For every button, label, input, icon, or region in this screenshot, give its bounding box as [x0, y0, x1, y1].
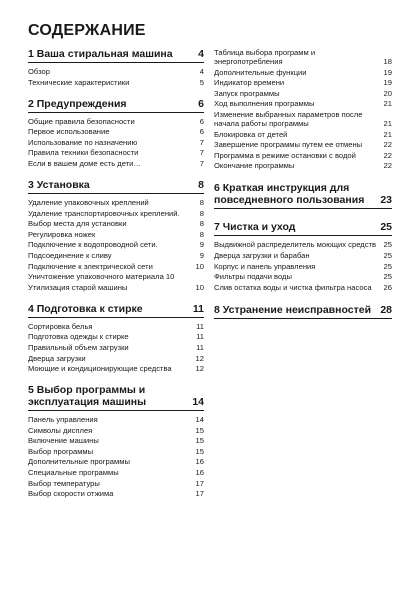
- section-page-number: 28: [380, 303, 392, 316]
- page-title: СОДЕРЖАНИЕ: [28, 22, 146, 39]
- section-heading[interactable]: [214, 304, 392, 319]
- entry-title: Ход выполнения программы: [214, 99, 315, 109]
- toc-section: [28, 384, 204, 498]
- entry-title: Общие правила безопасности: [28, 116, 135, 126]
- entry-page-number: 6: [199, 127, 204, 137]
- toc-section: [28, 98, 204, 168]
- entry-title: Дверца загрузки и барабан: [214, 250, 310, 260]
- toc-entry[interactable]: [28, 364, 204, 373]
- toc-entry[interactable]: [214, 140, 392, 149]
- entry-title: Удаление упаковочных креплений: [28, 197, 149, 207]
- toc-entry[interactable]: [214, 99, 392, 108]
- toc-entry[interactable]: [214, 110, 392, 128]
- toc-entry[interactable]: [28, 322, 204, 331]
- entry-page-number: 9: [199, 240, 204, 250]
- entry-page-number: 15: [195, 436, 204, 446]
- toc-entry[interactable]: [28, 67, 204, 76]
- entry-page-number: 7: [199, 148, 204, 158]
- entry-page-number: 8: [199, 219, 204, 229]
- entry-page-number: 11: [196, 332, 204, 342]
- section-heading[interactable]: [28, 384, 204, 411]
- toc-entry[interactable]: [214, 161, 392, 170]
- section-title: 1 Ваша стиральная машина: [28, 48, 173, 60]
- section-heading[interactable]: [214, 221, 392, 236]
- toc-entry[interactable]: [214, 130, 392, 139]
- toc-entry[interactable]: [28, 148, 204, 157]
- toc-entry[interactable]: [28, 447, 204, 456]
- toc-entry[interactable]: [214, 78, 392, 87]
- entry-title: Правильный объем загрузки: [28, 342, 129, 352]
- toc-entry[interactable]: [28, 489, 204, 498]
- toc-entry[interactable]: [214, 151, 392, 160]
- toc-entry[interactable]: [28, 343, 204, 352]
- toc-right-column: [214, 48, 392, 331]
- entry-page-number: 16: [195, 468, 204, 478]
- entry-page-number: 9: [199, 250, 204, 260]
- toc-entry[interactable]: [28, 283, 204, 292]
- toc-section: [214, 182, 392, 209]
- section-page-number: 25: [380, 221, 392, 234]
- entry-title: Окончание программы: [214, 161, 295, 171]
- entry-page-number: 25: [383, 272, 392, 282]
- toc-entry[interactable]: [28, 354, 204, 363]
- entry-title: Дополнительные функции: [214, 67, 307, 77]
- entry-page-number: 12: [195, 353, 204, 363]
- entry-title: Слив остатка воды и чистка фильтра насоса: [214, 282, 372, 292]
- entry-title: Дополнительные программы: [28, 457, 130, 467]
- toc-entry[interactable]: [28, 426, 204, 435]
- section-title: 4 Подготовка к стирке: [28, 302, 143, 315]
- entry-title: Моющие и кондиционирующие средства: [28, 364, 172, 374]
- toc-entry[interactable]: [28, 479, 204, 488]
- section-heading[interactable]: [28, 179, 204, 194]
- toc-entry[interactable]: [214, 240, 392, 249]
- entry-title: Запуск программы: [214, 88, 280, 98]
- section-title: 7 Чистка и уход: [214, 221, 296, 234]
- section-heading[interactable]: [28, 303, 204, 318]
- entry-title: Обзор: [28, 67, 50, 76]
- entry-page-number: 5: [199, 77, 204, 87]
- entry-page-number: 25: [383, 240, 392, 250]
- entry-title: Правила техники безопасности: [28, 148, 139, 158]
- entry-page-number: 17: [195, 478, 204, 488]
- entry-page-number: 21: [383, 99, 392, 109]
- toc-entry[interactable]: [214, 48, 392, 66]
- entry-page-number: 25: [383, 261, 392, 271]
- entry-page-number: 4: [199, 67, 204, 76]
- section-title: 5 Выбор программы и эксплуатация машины: [28, 384, 147, 409]
- entry-page-number: 22: [383, 161, 392, 171]
- entry-page-number: 15: [195, 446, 204, 456]
- section-title: 6 Краткая инструкция для повседневного пользования: [214, 182, 365, 207]
- toc-entry[interactable]: [28, 262, 204, 271]
- entry-page-number: 21: [383, 118, 392, 128]
- section-page-number: 6: [198, 97, 204, 110]
- entry-title: Выбор программы: [28, 446, 94, 456]
- toc-entry[interactable]: [214, 262, 392, 271]
- entry-page-number: 8: [199, 208, 204, 218]
- entry-title: Если в вашем доме есть дети…: [28, 158, 142, 168]
- toc-entry[interactable]: [28, 198, 204, 207]
- toc-section: [28, 48, 204, 87]
- toc-entry[interactable]: [28, 230, 204, 239]
- entry-title: Символы дисплея: [28, 425, 93, 435]
- entry-title: Выбор скорости отжима: [28, 489, 114, 499]
- entry-page-number: 21: [383, 129, 392, 139]
- entry-title: Индикатор времени: [214, 78, 285, 88]
- toc-entry[interactable]: [214, 283, 392, 292]
- entry-page-number: 15: [195, 425, 204, 435]
- entry-page-number: 7: [199, 137, 204, 147]
- section-title: 2 Предупреждения: [28, 97, 127, 110]
- entry-title: Таблица выбора программ и энергопотребления: [214, 48, 316, 66]
- entry-title: Подсоединение к сливу: [28, 250, 112, 260]
- toc-section: [28, 303, 204, 373]
- entry-title: Регулировка ножек: [28, 229, 96, 239]
- entry-title: Блокировка от детей: [214, 129, 288, 139]
- entry-page-number: 19: [383, 67, 392, 77]
- toc-entry[interactable]: [28, 332, 204, 341]
- toc-entry[interactable]: [214, 89, 392, 98]
- toc-left-column: [28, 48, 204, 509]
- entry-title: Утилизация старой машины: [28, 282, 128, 292]
- section-title: 8 Устранение неисправностей: [214, 303, 372, 316]
- toc-entry[interactable]: [28, 468, 204, 477]
- entry-title: Фильтры подачи воды: [214, 272, 292, 282]
- entry-title: Дверца загрузки: [28, 353, 86, 363]
- toc-entry[interactable]: [28, 138, 204, 147]
- entry-page-number: 22: [383, 150, 392, 160]
- entry-page-number: 22: [383, 140, 392, 150]
- entry-title: Использование по назначению: [28, 137, 138, 147]
- entry-page-number: 16: [195, 457, 204, 467]
- toc-section: [214, 48, 392, 170]
- toc-entry[interactable]: [28, 127, 204, 136]
- toc-section: [28, 179, 204, 292]
- entry-title: Программа в режиме остановки с водой: [214, 150, 356, 160]
- entry-title: Технические характеристики: [28, 77, 130, 87]
- entry-title: Подключение к электрической сети: [28, 261, 153, 271]
- toc-entry[interactable]: [214, 68, 392, 77]
- entry-title: Корпус и панель управления: [214, 261, 316, 271]
- toc-entry[interactable]: [28, 251, 204, 260]
- section-page-number: 8: [198, 178, 204, 191]
- entry-title: Удаление транспортировочных креплений.: [28, 208, 180, 218]
- entry-title: Панель управления: [28, 415, 98, 425]
- entry-title: Первое использование: [28, 127, 110, 137]
- section-page-number: 23: [380, 194, 392, 207]
- entry-page-number: 10: [195, 282, 204, 292]
- toc-entry[interactable]: [28, 272, 204, 281]
- toc-entry[interactable]: [28, 209, 204, 218]
- entry-page-number: 25: [383, 250, 392, 260]
- section-page-number: 4: [198, 48, 204, 60]
- section-heading[interactable]: [214, 182, 392, 209]
- section-title: 3 Установка: [28, 178, 90, 191]
- entry-page-number: 7: [199, 158, 204, 168]
- toc-entry[interactable]: [28, 240, 204, 249]
- entry-page-number: 6: [199, 116, 204, 126]
- entry-title: Специальные программы: [28, 468, 119, 478]
- entry-page-number: 11: [196, 321, 204, 331]
- toc-section: [214, 304, 392, 319]
- entry-title: Завершение программы путем ее отмены: [214, 140, 363, 150]
- entry-title: Подготовка одежды к стирке: [28, 332, 129, 342]
- toc-section: [214, 221, 392, 291]
- entry-title: Изменение выбранных параметров после начала работы программы: [214, 109, 363, 128]
- entry-title: Включение машины: [28, 436, 99, 446]
- section-page-number: 14: [192, 396, 204, 409]
- toc-entry[interactable]: [28, 117, 204, 126]
- section-page-number: 11: [192, 302, 204, 315]
- section-heading[interactable]: [28, 48, 204, 63]
- toc-entry[interactable]: [28, 415, 204, 424]
- toc-entry[interactable]: [214, 251, 392, 260]
- entry-page-number: 20: [383, 88, 392, 98]
- entry-page-number: 17: [195, 489, 204, 499]
- toc-entry[interactable]: [28, 219, 204, 228]
- toc-entry[interactable]: [28, 159, 204, 168]
- entry-title: Сортировка белья: [28, 321, 93, 331]
- entry-page-number: 8: [199, 197, 204, 207]
- entry-page-number: 12: [195, 364, 204, 374]
- entry-page-number: 14: [195, 415, 204, 425]
- toc-entry[interactable]: [28, 436, 204, 445]
- entry-page-number: 18: [383, 57, 392, 66]
- entry-title: Уничтожение упаковочного материала 10: [28, 272, 175, 282]
- entry-page-number: 10: [195, 261, 204, 271]
- entry-title: Подключение к водопроводной сети.: [28, 240, 158, 250]
- entry-page-number: 26: [383, 282, 392, 292]
- entry-page-number: 11: [196, 342, 204, 352]
- entry-title: Выдвижной распределитель моющих средств: [214, 240, 377, 250]
- toc-entry[interactable]: [28, 78, 204, 87]
- entry-title: Выбор места для установки: [28, 219, 127, 229]
- toc-entry[interactable]: [214, 272, 392, 281]
- entry-page-number: 19: [383, 78, 392, 88]
- entry-title: Выбор температуры: [28, 478, 100, 488]
- section-heading[interactable]: [28, 98, 204, 113]
- toc-entry[interactable]: [28, 457, 204, 466]
- entry-page-number: 8: [199, 229, 204, 239]
